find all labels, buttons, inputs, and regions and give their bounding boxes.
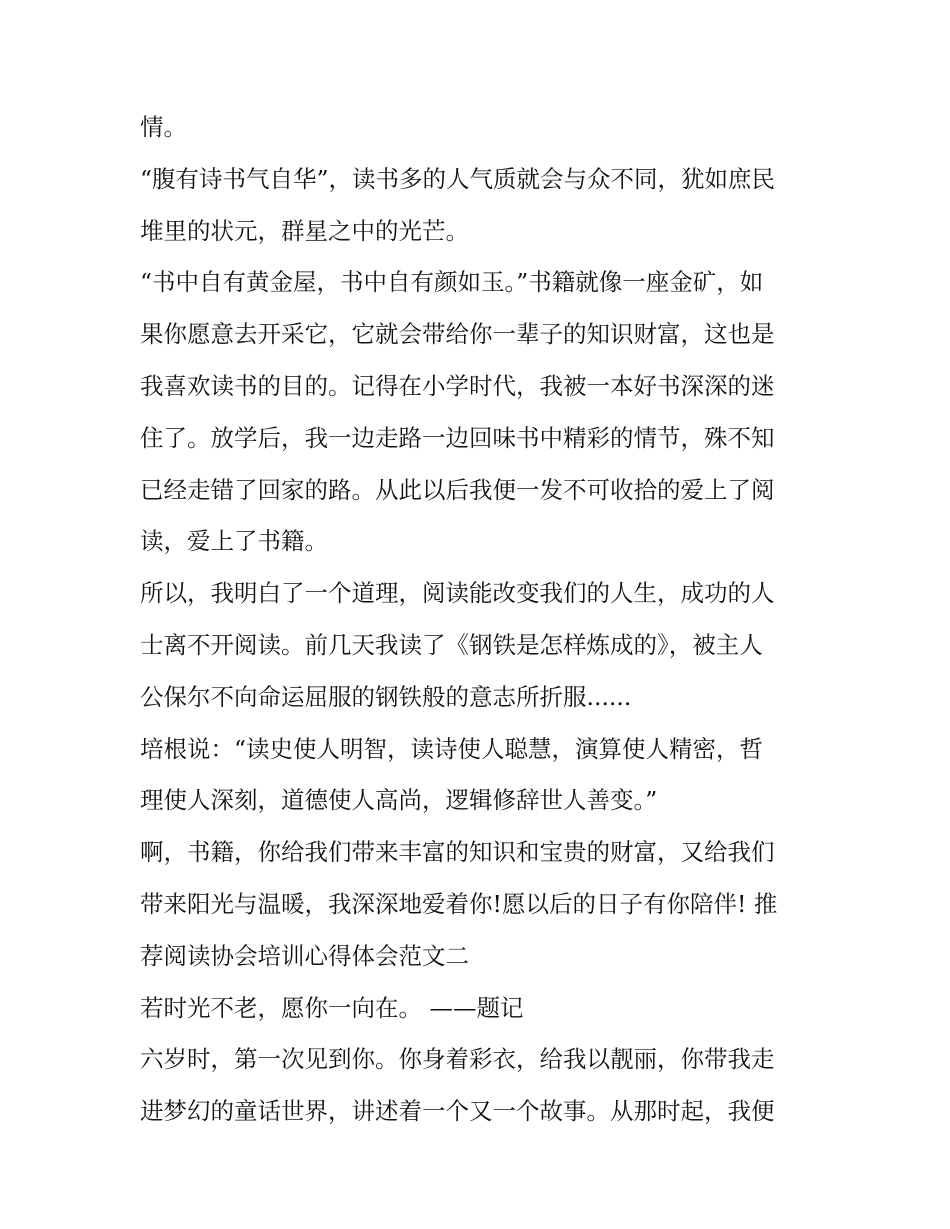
text-line-7: 住了。放学后，我一边走路一边回味书中精彩的情节，殊不知 xyxy=(140,423,775,452)
text-line-4: “书中自有黄金屋，书中自有颜如玉。”书籍就像一座金矿，如 xyxy=(140,268,764,297)
text-line-12: 公保尔不向命运屈服的钢铁般的意志所折服...... xyxy=(140,682,632,711)
text-line-19: 六岁时，第一次见到你。你身着彩衣，给我以靓丽，你带我走 xyxy=(140,1045,775,1074)
text-line-5: 果你愿意去开采它，它就会带给你一辈子的知识财富，这也是 xyxy=(140,320,775,349)
body-text xyxy=(140,102,820,1138)
text-line-11: 士离不开阅读。前几天我读了《钢铁是怎样炼成的》，被主人 xyxy=(140,630,763,659)
text-line-1: 情。 xyxy=(140,113,187,141)
text-line-18: 若时光不老，愿你一向在。 ——题记 xyxy=(140,993,524,1022)
text-line-6: 我喜欢读书的目的。记得在小学时代，我被一本好书深深的迷 xyxy=(140,371,775,400)
text-line-20: 进梦幻的童话世界，讲述着一个又一个故事。从那时起，我便 xyxy=(140,1097,775,1126)
text-line-2: “腹有诗书气自华”，读书多的人气质就会与众不同，犹如庶民 xyxy=(140,164,776,193)
text-line-9: 读，爱上了书籍。 xyxy=(140,527,328,556)
text-line-16: 带来阳光与温暖，我深深地爱着你!愿以后的日子有你陪伴! 推 xyxy=(140,889,778,918)
text-line-13: 培根说：“读史使人明智，读诗使人聪慧，演算使人精密，哲 xyxy=(140,734,764,763)
text-line-8: 已经走错了回家的路。从此以后我便一发不可收拾的爱上了阅 xyxy=(140,475,775,504)
text-line-10: 所以，我明白了一个道理，阅读能改变我们的人生，成功的人 xyxy=(140,579,775,608)
text-line-17: 荐阅读协会培训心得体会范文二 xyxy=(140,941,469,970)
text-line-15: 啊，书籍，你给我们带来丰富的知识和宝贵的财富，又给我们 xyxy=(140,838,775,867)
text-line-14: 理使人深刻，道德使人高尚，逻辑修辞世人善变。” xyxy=(140,786,658,815)
text-line-3: 堆里的状元，群星之中的光芒。 xyxy=(140,216,469,245)
